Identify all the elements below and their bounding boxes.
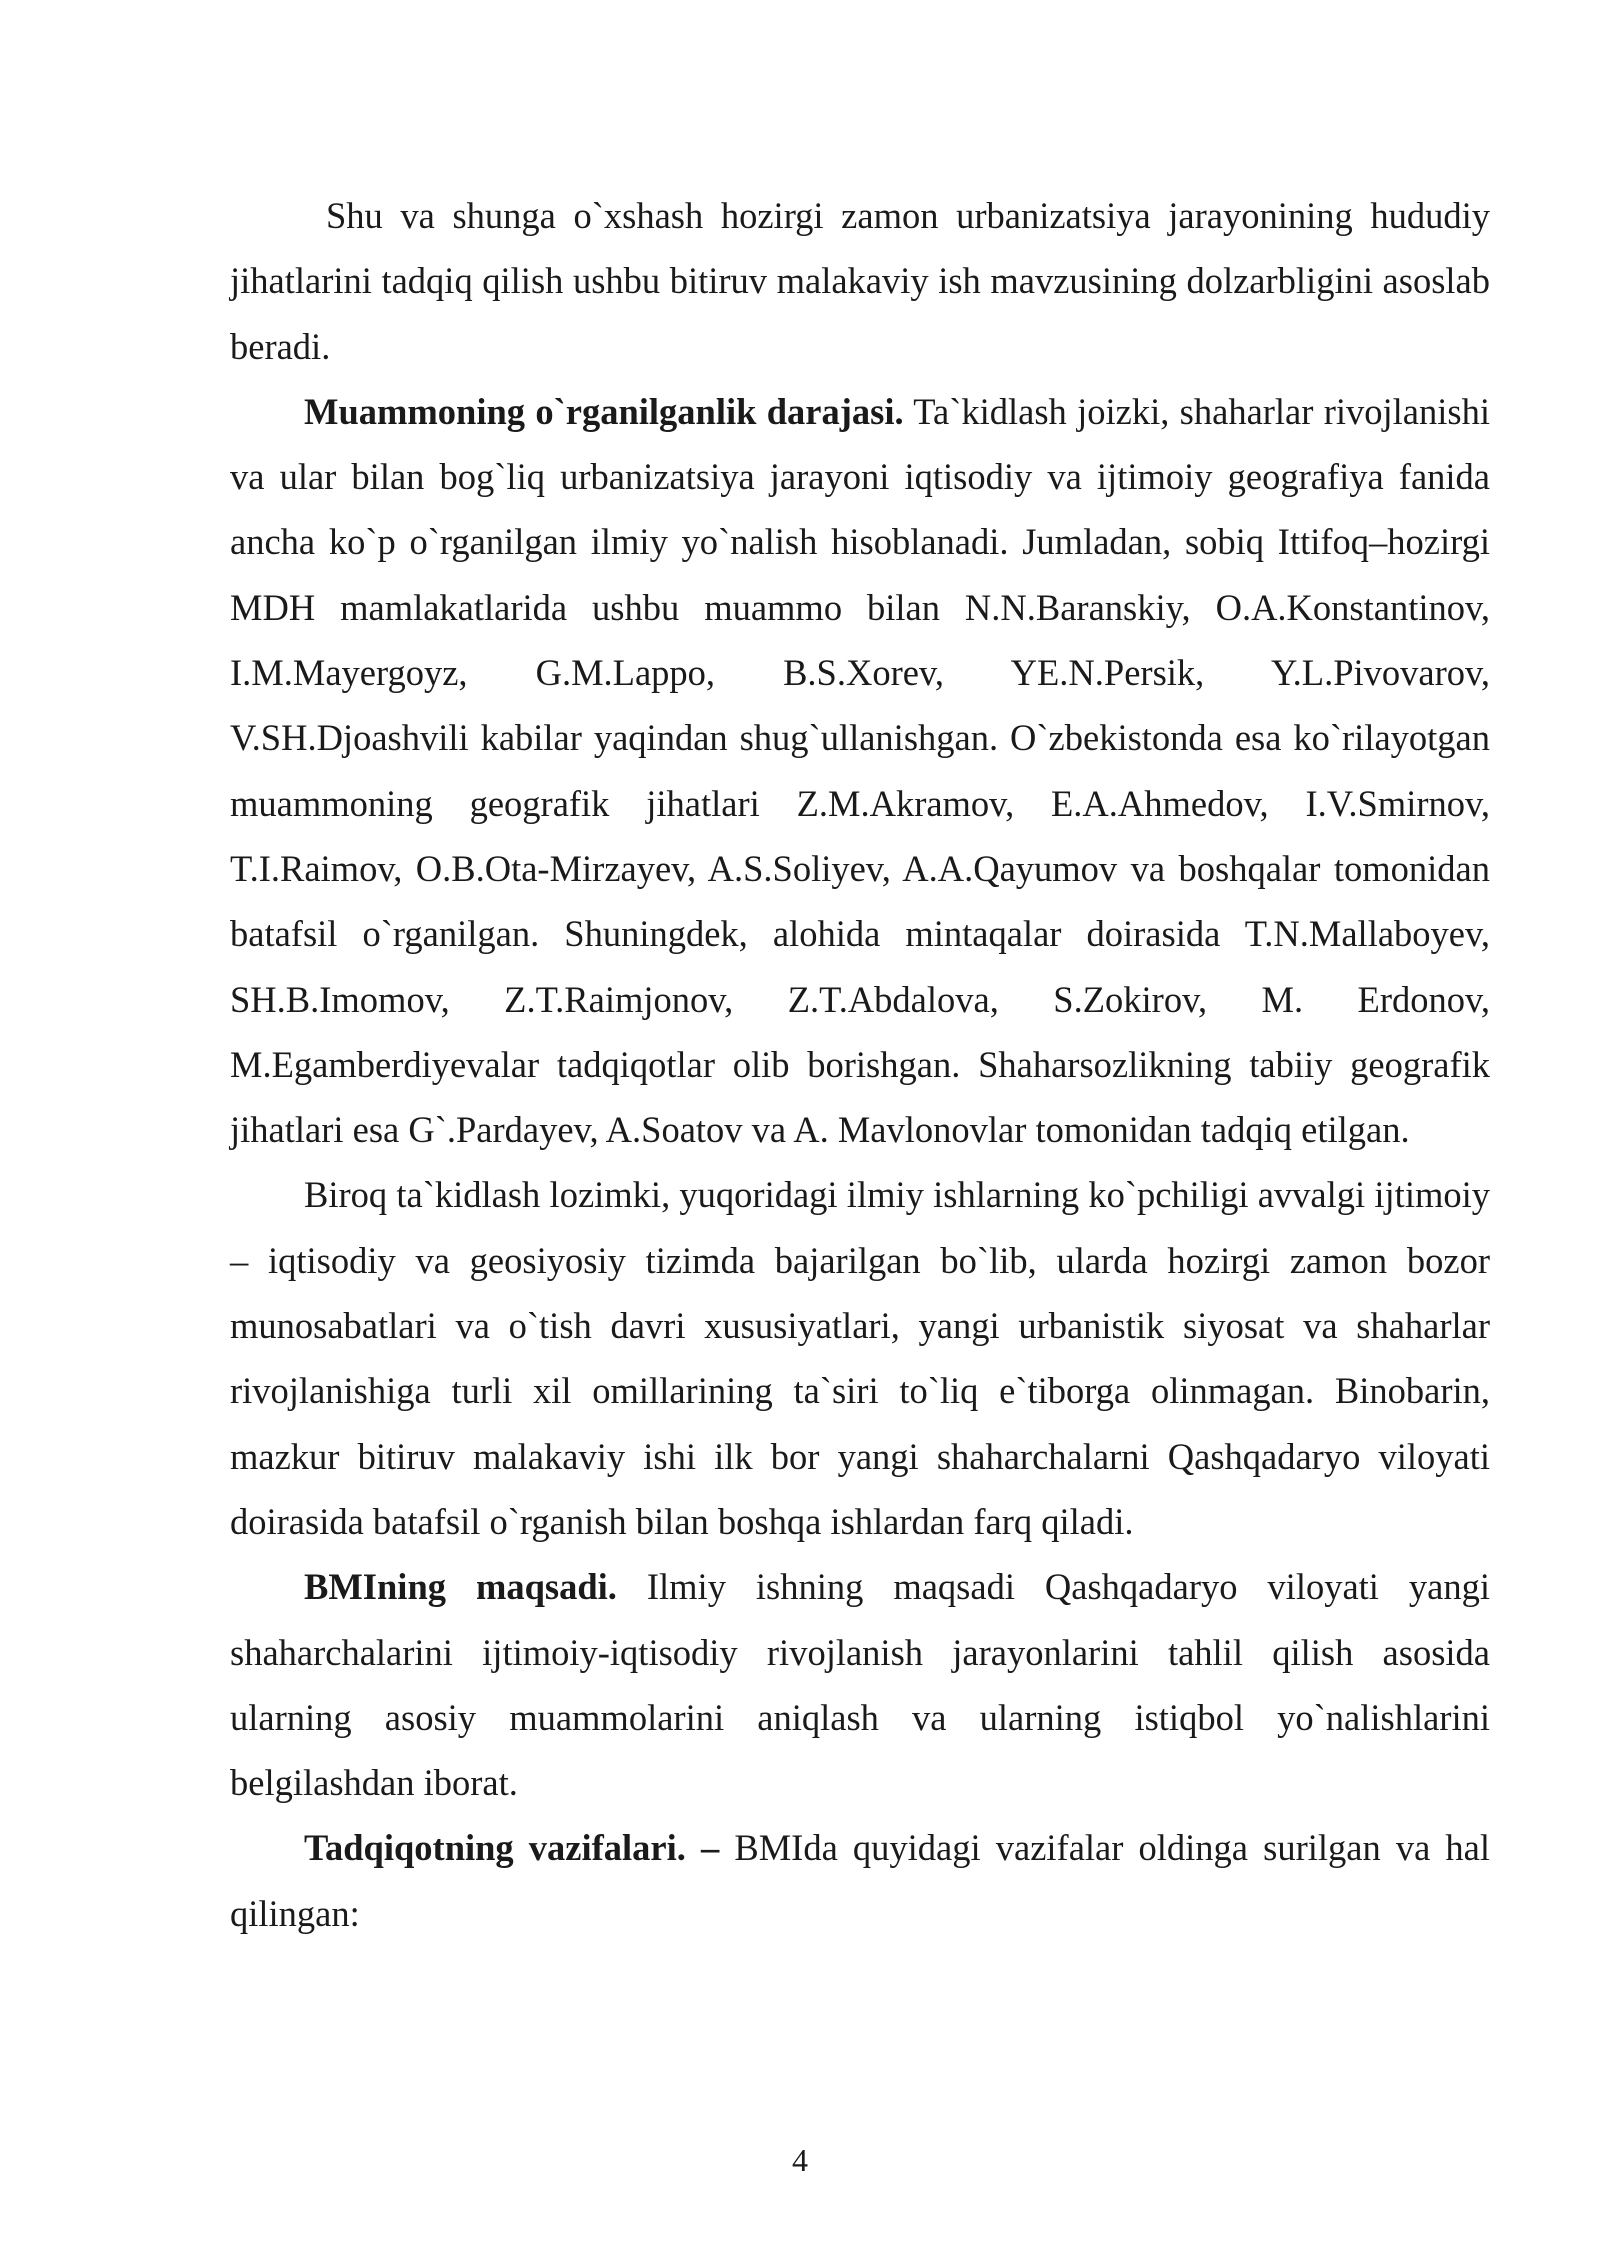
paragraph-goal [230,1554,1490,1815]
paragraph-text: Biroq ta`kidlash lozimki, yuqoridagi ilmiy ishlarning ko`pchiligi avvalgi ijtimoiy – iqtisodiy va geosiyosiy tizimda bajarilgan bo`lib, ularda hozirgi zamon bozor munosabatlari va o`tish davri xususiyatlari, yangi urbanistik siyosat va shaharlar rivojlanishiga turli xil omillarining ta`siri to`liq e`tiborga olinmagan. Binobarin, mazkur bitiruv malakaviy ishi ilk bor yangi shaharchalarni Qashqadaryo viloyati doirasida batafsil o`rganish bilan boshqa ishlardan farq qiladi. [230,1174,1490,1542]
paragraph-novelty [230,1162,1490,1554]
paragraph-tasks [230,1815,1490,1946]
paragraph-heading: Muammoning o`rganilganlik darajasi. [304,390,904,432]
paragraph-text: BMIda quyidagi vazifalar oldinga surilgan va hal qilingan: [230,1827,1490,1934]
paragraph-relevance [230,183,1490,379]
paragraph-heading: BMIning maqsadi. [304,1566,617,1608]
paragraph-research-level [230,379,1490,1163]
paragraph-text: Shu va shunga o`xshash hozirgi zamon urbanizatsiya jarayonining hududiy jihatlarini tadqiq qilish ushbu bitiruv malakaviy ish mavzusining dolzarbligini asoslab beradi. [230,195,1490,367]
document-body [230,183,1490,1946]
page-number: 4 [792,2142,808,2178]
paragraph-text: Ta`kidlash joizki, shaharlar rivojlanishi va ular bilan bog`liq urbanizatsiya jarayoni iqtisodiy va ijtimoiy geografiya fanida ancha ko`p o`rganilgan ilmiy yo`nalish hisoblanadi. Jumladan, sobiq Ittifoq–hozirgi MDH mamlakatlarida ushbu muammo bilan N.N.Baranskiy, O.A.Konstantinov, I.M.Mayergoyz, G.M.Lappo, B.S.Xorev, YE.N.Persik, Y.L.Pivovarov, V.SH.Djoashvili kabilar yaqindan shug`ullanishgan. O`zbekistonda esa ko`rilayotgan muammoning geografik jihatlari Z.M.Akramov, E.A.Ahmedov, I.V.Smirnov, T.I.Raimov, O.B.Ota-Mirzayev, A.S.Soliyev, A.A.Qayumov va boshqalar tomonidan batafsil o`rganilgan. Shuningdek, alohida mintaqalar doirasida T.N.Mallaboyev, SH.B.Imomov, Z.T.Raimjonov, Z.T.Abdalova, S.Zokirov, M. Erdonov, M.Egamberdiyevalar tadqiqotlar olib borishgan. Shaharsozlikning tabiiy geografik jihatlari esa G`.Pardayev, A.Soatov va A. Mavlonovlar tomonidan tadqiq etilgan. [230,390,1490,1151]
paragraph-text: Ilmiy ishning maqsadi Qashqadaryo viloyati yangi shaharchalarini ijtimoiy-iqtisodiy rivojlanish jarayonlarini tahlil qilish asosida ularning asosiy muammolarini aniqlash va ularning istiqbol yo`nalishlarini belgilashdan iborat. [230,1566,1490,1804]
paragraph-heading: Tadqiqotning vazifalari. – [304,1827,720,1869]
